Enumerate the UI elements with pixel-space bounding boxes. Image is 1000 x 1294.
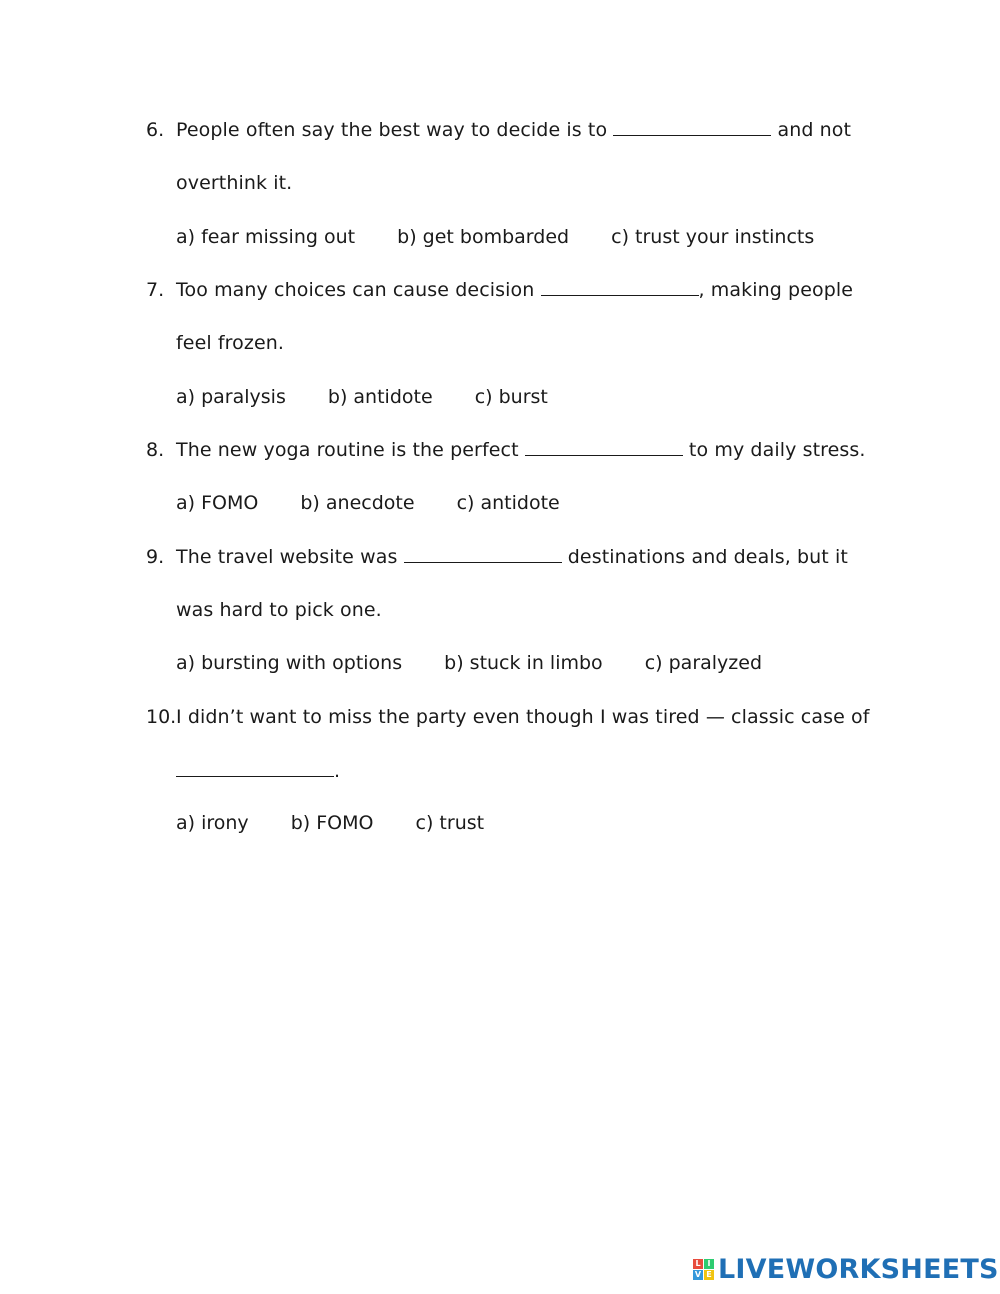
question-6-line-1 [176,119,851,141]
logo-letter: L [693,1259,703,1269]
option-b[interactable]: b) FOMO [290,812,374,834]
question-number: 8. [146,439,165,461]
question-text: People often say the best way to decide is to [176,119,608,141]
question-number: 10. [146,706,177,728]
option-c[interactable]: c) antidote [456,492,560,514]
question-6-options [176,226,850,248]
liveworksheets-logo [693,1253,999,1285]
question-9-options [176,652,798,674]
option-c[interactable]: c) trust [415,812,485,834]
option-b[interactable]: b) antidote [327,386,433,408]
answer-blank[interactable] [541,279,699,296]
option-a[interactable]: a) FOMO [176,492,259,514]
question-text: , making people [698,279,854,301]
question-9-line-2: was hard to pick one. [176,599,382,621]
option-a[interactable]: a) bursting with options [176,652,403,674]
question-number: 9. [146,546,165,568]
question-text: Too many choices can cause decision [176,279,535,301]
option-a[interactable]: a) fear missing out [176,226,356,248]
question-text: . [334,760,341,782]
question-9-line-1 [176,546,848,568]
question-number: 7. [146,279,165,301]
option-b[interactable]: b) anecdote [300,492,415,514]
option-c[interactable]: c) paralyzed [644,652,763,674]
answer-blank[interactable] [176,760,334,777]
option-c[interactable]: c) trust your instincts [611,226,815,248]
option-a[interactable]: a) paralysis [176,386,286,408]
question-text: The travel website was [176,546,398,568]
option-b[interactable]: b) get bombarded [397,226,570,248]
logo-letter: I [704,1259,714,1269]
answer-blank[interactable] [613,119,771,136]
option-b[interactable]: b) stuck in limbo [444,652,603,674]
question-10-line-1: I didn’t want to miss the party even though I was tired — classic case of [176,706,870,728]
question-text: destinations and deals, but it [567,546,848,568]
question-6-line-2: overthink it. [176,172,293,194]
option-c[interactable]: c) burst [474,386,548,408]
logo-letter: E [704,1270,714,1280]
question-text: to my daily stress. [688,439,866,461]
question-10-line-2 [176,760,340,782]
question-text: and not [777,119,852,141]
question-text: The new yoga routine is the perfect [176,439,519,461]
logo-letter: V [694,1270,702,1279]
answer-blank[interactable] [404,546,562,563]
answer-blank[interactable] [525,439,683,456]
logo-text: LIVEWORKSHEETS [718,1253,999,1285]
logo-mark-icon [693,1259,714,1280]
question-7-line-2: feel frozen. [176,332,285,354]
question-7-line-1 [176,279,853,301]
question-8-line-1 [176,439,866,461]
question-8-options [176,492,596,514]
question-number: 6. [146,119,165,141]
question-7-options [176,386,584,408]
question-10-options [176,812,520,834]
option-a[interactable]: a) irony [176,812,249,834]
